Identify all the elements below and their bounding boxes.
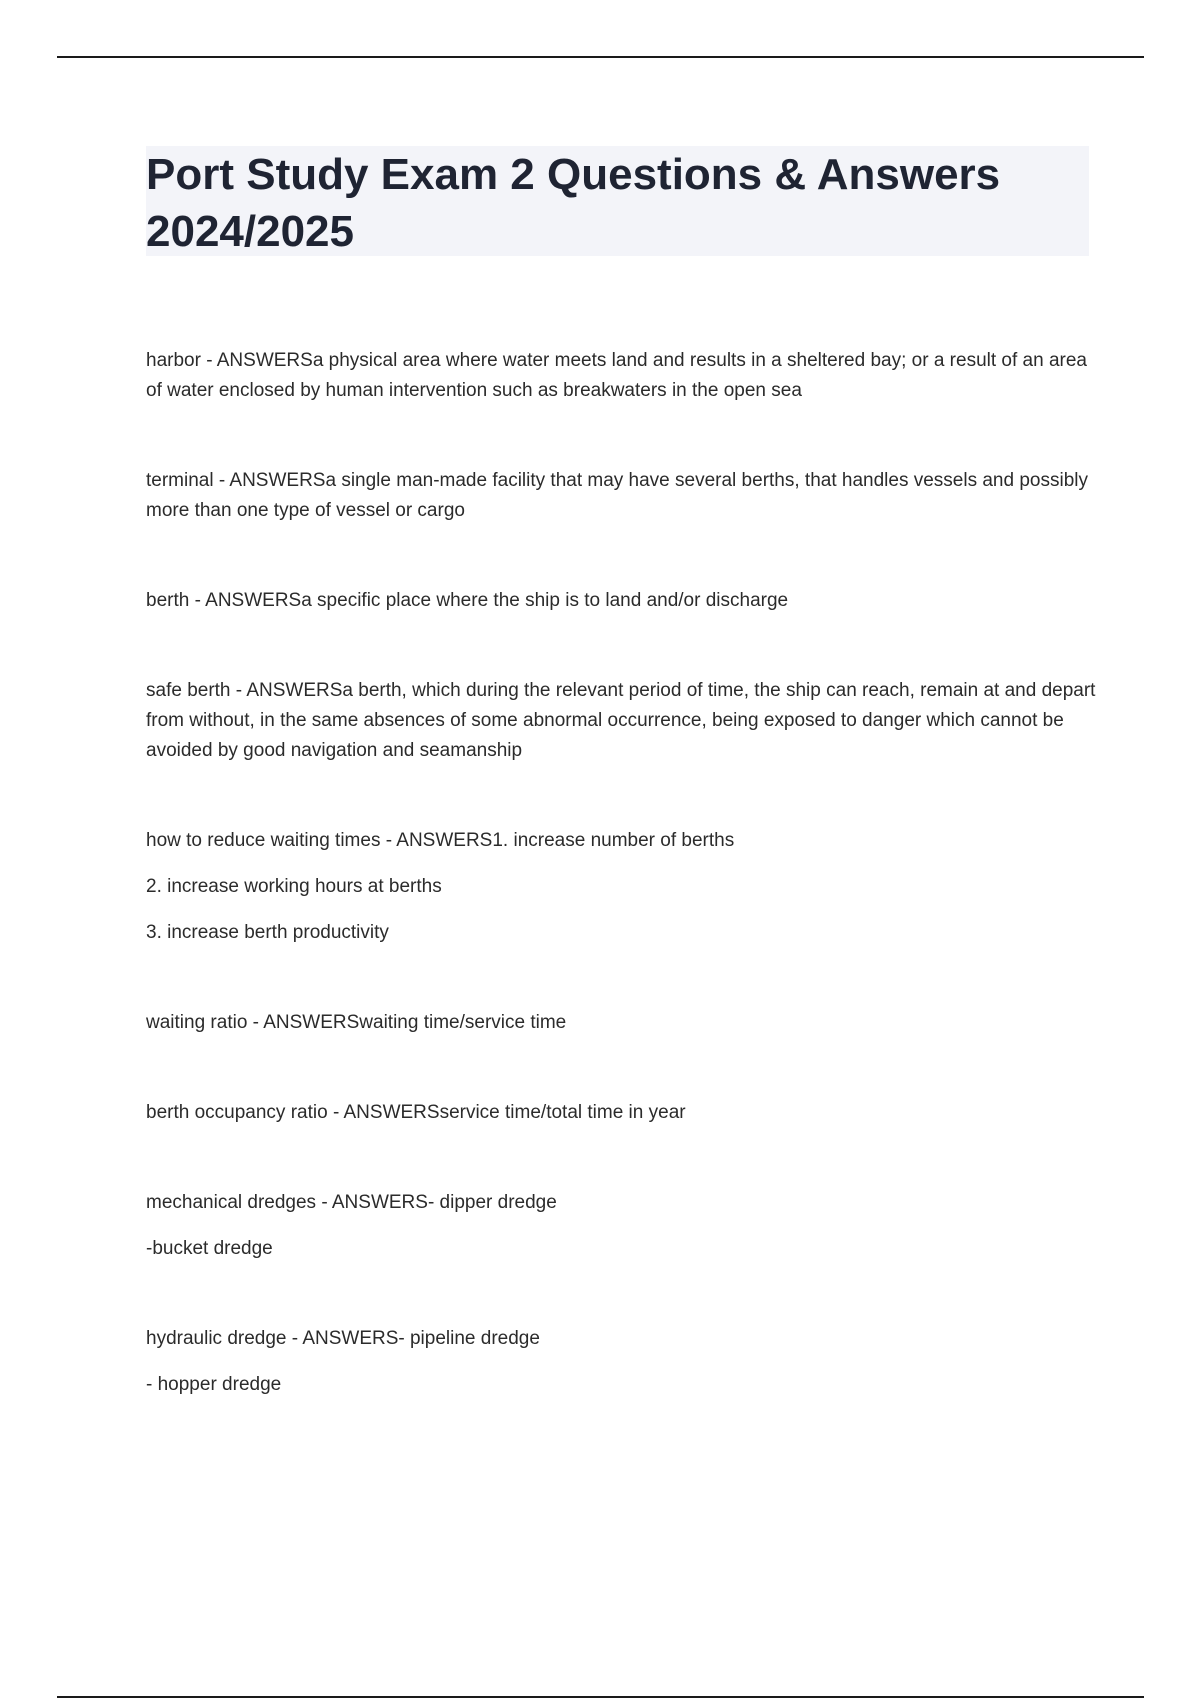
qa-entry-safe-berth xyxy=(146,676,1096,766)
qa-entry-text: terminal - ANSWERSa single man-made facility that may have several berths, that handles vessels and possibly more than one type of vessel or cargo xyxy=(146,470,1088,521)
qa-list xyxy=(146,346,1096,1400)
qa-entry-text: safe berth - ANSWERSa berth, which during the relevant period of time, the ship can reach, remain at and depart from without, in the same absences of some abnormal occurrence, being exposed to danger which cannot be avoided by good navigation and seamanship xyxy=(146,680,1096,761)
qa-entry-text: hydraulic dredge - ANSWERS- pipeline dredge xyxy=(146,1328,540,1349)
bottom-rule xyxy=(57,1696,1144,1698)
qa-entry-list-item: - hopper dredge xyxy=(146,1374,282,1395)
top-rule xyxy=(57,56,1144,58)
qa-entry-text: berth occupancy ratio - ANSWERSservice time/total time in year xyxy=(146,1102,686,1123)
qa-entry-mechanical-dredges xyxy=(146,1188,1096,1264)
qa-entry-text: waiting ratio - ANSWERSwaiting time/service time xyxy=(146,1012,567,1033)
qa-entry-text: harbor - ANSWERSa physical area where water meets land and results in a sheltered bay; or a result of an area of water enclosed by human intervention such as breakwaters in the open sea xyxy=(146,350,1087,401)
qa-entry-list-item: 2. increase working hours at berths xyxy=(146,876,442,897)
document-title: Port Study Exam 2 Questions & Answers 2024/2025 xyxy=(146,150,1001,256)
qa-entry-berth xyxy=(146,586,1096,616)
qa-entry-waiting-ratio xyxy=(146,1008,1096,1038)
qa-entry-berth-occupancy-ratio xyxy=(146,1098,1096,1128)
qa-entry-terminal xyxy=(146,466,1096,526)
qa-entry-text: mechanical dredges - ANSWERS- dipper dredge xyxy=(146,1192,557,1213)
qa-entry-reduce-waiting-times xyxy=(146,826,1096,948)
qa-entry-text: how to reduce waiting times - ANSWERS1. increase number of berths xyxy=(146,830,735,851)
qa-entry-hydraulic-dredge xyxy=(146,1324,1096,1400)
qa-entry-harbor xyxy=(146,346,1096,406)
qa-entry-list-item: -bucket dredge xyxy=(146,1238,273,1259)
qa-entry-list-item: 3. increase berth productivity xyxy=(146,922,389,943)
qa-entry-text: berth - ANSWERSa specific place where the ship is to land and/or discharge xyxy=(146,590,789,611)
title-block xyxy=(146,146,1089,256)
